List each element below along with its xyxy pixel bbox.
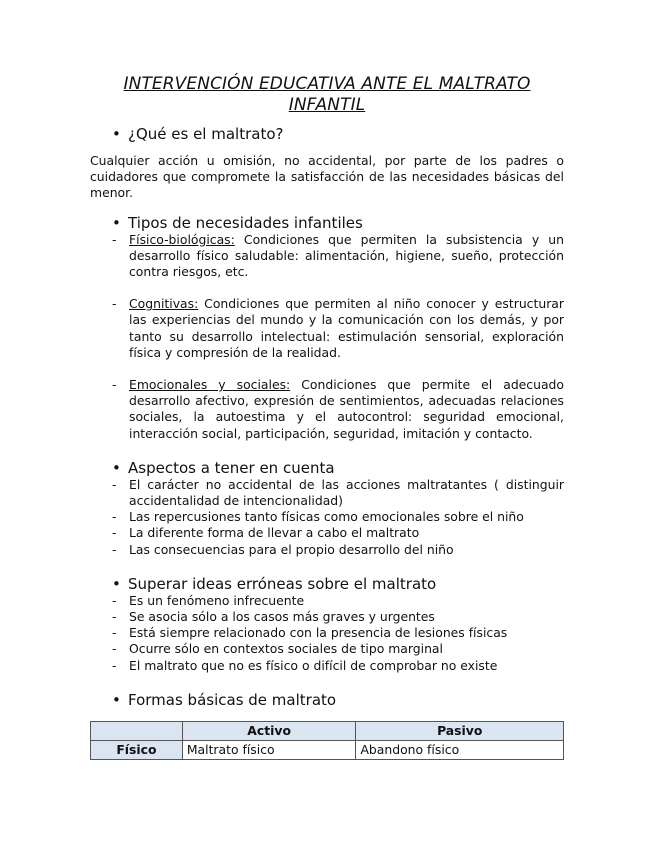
need-term: Físico-biológicas: <box>129 231 235 247</box>
list-item: - La diferente forma de llevar a cabo el maltrato <box>112 525 420 541</box>
misconceptions-list <box>90 593 564 674</box>
dash-icon: - <box>112 377 117 393</box>
table-cell: Abandono físico <box>356 740 564 759</box>
list-item: - Ocurre sólo en contextos sociales de tipo marginal <box>112 641 443 657</box>
dash-icon: - <box>112 625 117 641</box>
section-heading-abuse-forms: • Formas básicas de maltrato <box>112 690 337 709</box>
dash-icon: - <box>112 231 117 247</box>
list-item: - Las consecuencias para el propio desarrollo del niño <box>112 541 454 557</box>
dash-icon: - <box>112 476 117 492</box>
list-item: - Es un fenómeno infrecuente <box>112 592 305 608</box>
table-row <box>91 740 564 759</box>
need-term: Emocionales y sociales: <box>129 377 291 393</box>
dash-icon: - <box>112 509 117 525</box>
bullet-icon: • <box>112 574 121 593</box>
table-cell: Maltrato físico <box>182 740 356 759</box>
abuse-forms-table <box>90 721 564 760</box>
dash-icon: - <box>112 525 117 541</box>
dash-icon: - <box>112 592 117 608</box>
section-heading-needs-types: • Tipos de necesidades infantiles <box>112 213 363 232</box>
bullet-icon: • <box>112 690 121 709</box>
list-item <box>90 232 564 281</box>
list-item <box>90 296 564 361</box>
table-header-cell <box>91 721 183 740</box>
dash-icon: - <box>112 541 117 557</box>
need-description: Condiciones que permiten al niño conocer y estructurar las experiencias del mundo y la comunicación con los demás, y por tanto su desarrollo intelectual: estimulación sensorial, exploración física y compresión de la realidad. <box>129 296 564 360</box>
document-title: INTERVENCIÓN EDUCATIVA ANTE EL MALTRATO INFANTIL <box>123 74 531 115</box>
dash-icon: - <box>112 609 117 625</box>
list-item: - El carácter no accidental de las acciones maltratantes ( distinguir accidentalidad de intencionalidad) <box>112 476 564 509</box>
need-description: Condiciones que permite el adecuado desarrollo afectivo, expresión de sentimientos, adecuadas relaciones sociales, la autoestima y el autocontrol: seguridad emocional, interacción social, participación, seguridad, imitación y contacto. <box>129 377 565 441</box>
list-item: - Las repercusiones tanto físicas como emocionales sobre el niño <box>112 509 524 525</box>
need-description: Condiciones que permiten la subsistencia y un desarrollo físico saludable: alimentación, higiene, sueño, protección contra riesgos, etc. <box>129 231 564 280</box>
bullet-icon: • <box>112 125 121 143</box>
list-item: - El maltrato que no es físico o difícil de comprobar no existe <box>112 657 498 673</box>
list-item: - Está siempre relacionado con la presencia de lesiones físicas <box>112 625 508 641</box>
section-heading-what-is-abuse: • ¿Qué es el maltrato? <box>112 125 284 143</box>
table-header-cell: Pasivo <box>356 721 564 740</box>
bullet-icon: • <box>112 213 121 232</box>
list-item: - Se asocia sólo a los casos más graves y urgentes <box>112 609 435 625</box>
document-page <box>90 74 564 760</box>
aspects-list <box>90 477 564 558</box>
needs-list <box>90 232 564 442</box>
table-header-row <box>91 721 564 740</box>
definition-paragraph: Cualquier acción u omisión, no accidental, por parte de los padres o cuidadores que compromete la satisfacción de las necesidades básicas del menor. <box>90 153 564 201</box>
need-term: Cognitivas: <box>129 296 199 312</box>
dash-icon: - <box>112 641 117 657</box>
dash-icon: - <box>112 657 117 673</box>
bullet-icon: • <box>112 458 121 477</box>
table-header-cell: Activo <box>182 721 356 740</box>
section-heading-misconceptions: • Superar ideas erróneas sobre el maltrato <box>112 574 437 593</box>
dash-icon: - <box>112 296 117 312</box>
section-heading-aspects: • Aspectos a tener en cuenta <box>112 458 335 477</box>
list-item <box>90 377 564 442</box>
table-row-label: Físico <box>91 740 183 759</box>
